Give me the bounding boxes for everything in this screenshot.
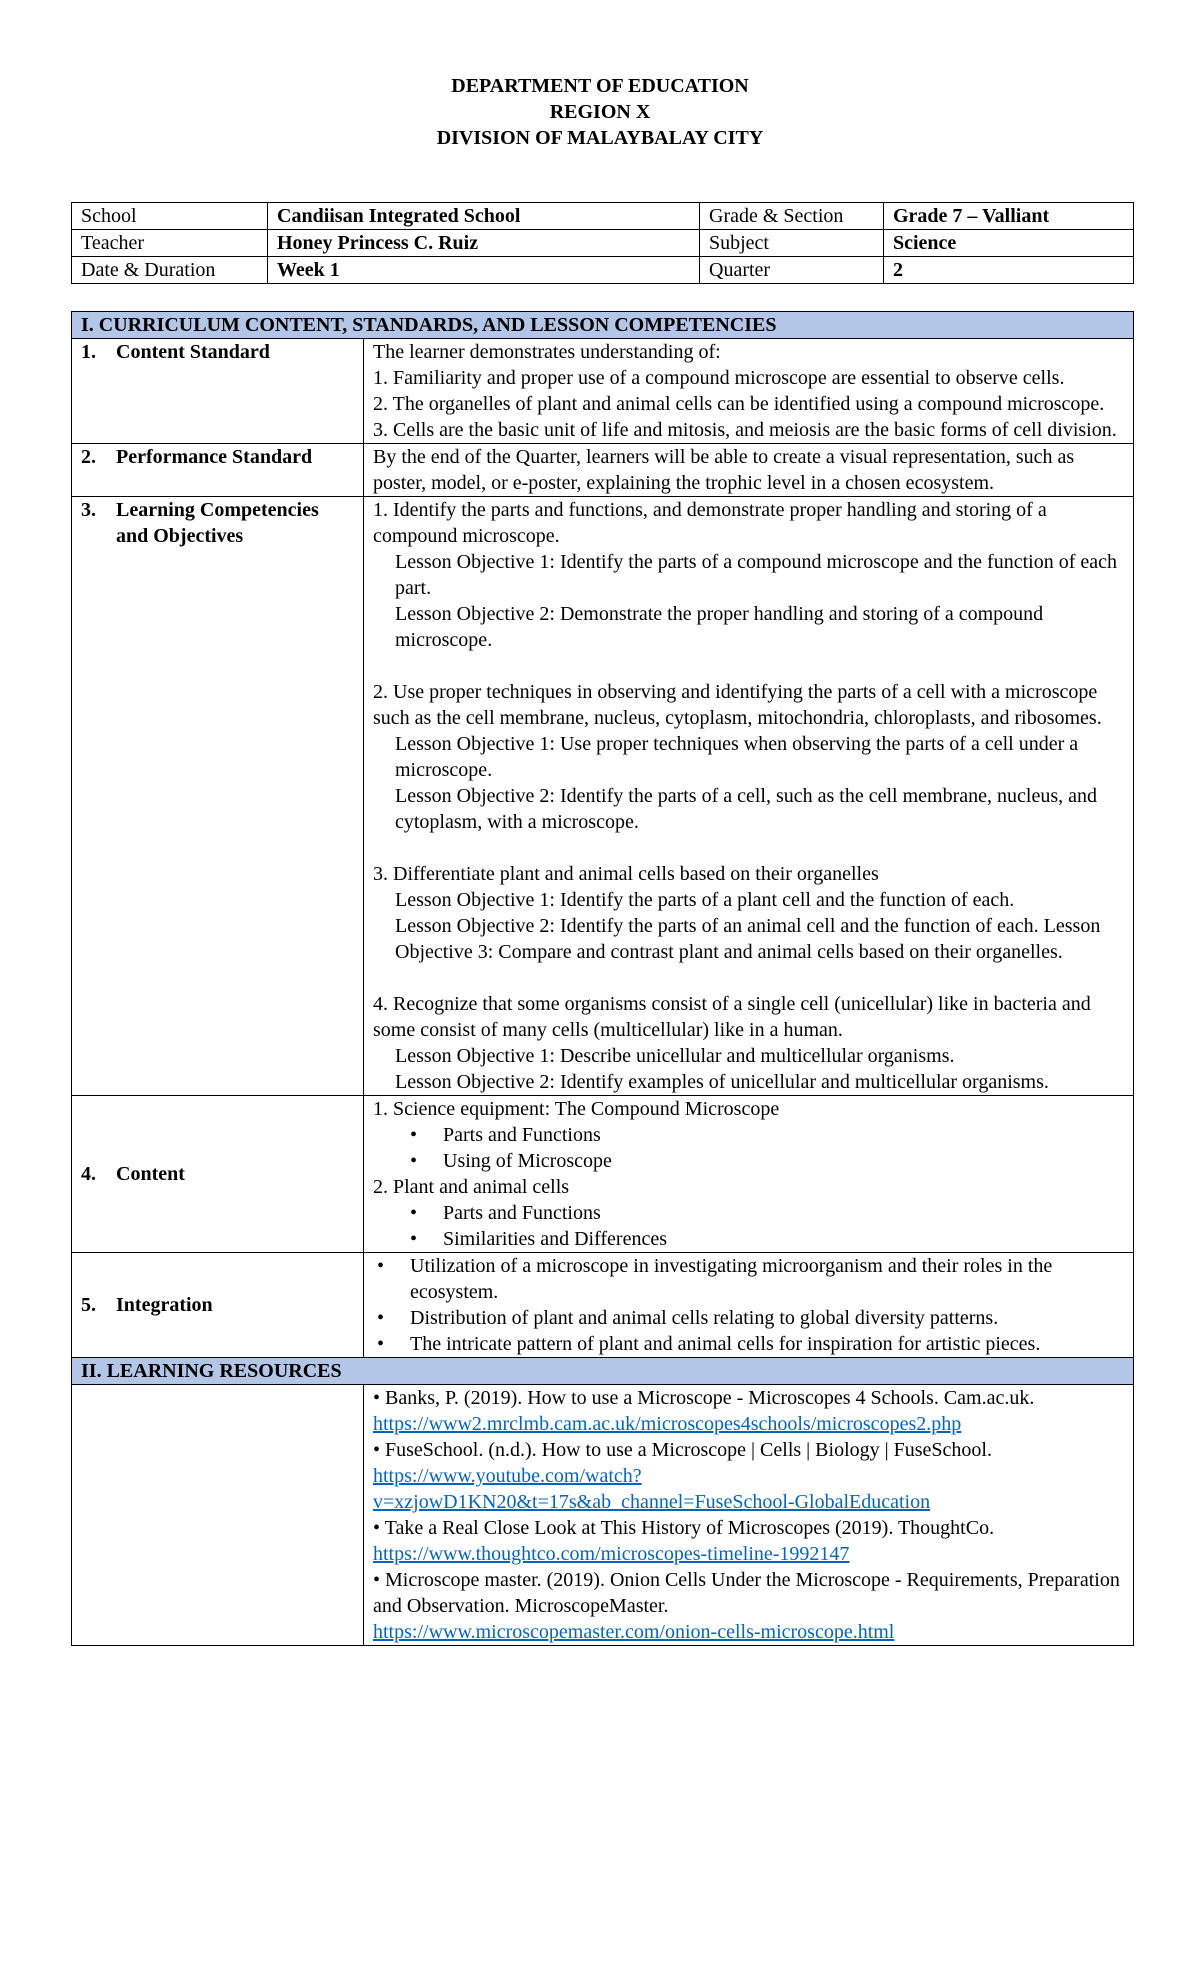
resource-3: • Take a Real Close Look at This History of Microscopes (2019). ThoughtCo. [373, 1517, 995, 1539]
section-2-header [72, 1358, 1134, 1385]
resource-3-link[interactable]: https://www.thoughtco.com/microscopes-timeline-1992147 [373, 1543, 850, 1565]
content-label: 4. Content [72, 1096, 364, 1253]
quarter-value: 2 [884, 257, 1134, 284]
section-1-title: I. CURRICULUM CONTENT, STANDARDS, AND LESSON COMPETENCIES [72, 312, 1134, 339]
performance-standard-row [72, 444, 1134, 497]
content-body: 1. Science equipment: The Compound Microscope • Parts and Functions • Using of Microscope 2. Plant and animal cells • Parts and Functions • Similarities and Differences [364, 1096, 1134, 1253]
list-item: • Parts and Functions [373, 1122, 1124, 1148]
date-value: Week 1 [268, 257, 700, 284]
grade-label: Grade & Section [700, 203, 884, 230]
objective: Lesson Objective 1: Use proper techniques when observing the parts of a cell under a microscope. [395, 733, 1079, 781]
competencies-label: 3. Learning Competencies and Objectives [72, 497, 364, 1096]
competency-3: 3. Differentiate plant and animal cells based on their organelles [373, 863, 879, 885]
resource-4-link[interactable]: https://www.microscopemaster.com/onion-cells-microscope.html [373, 1621, 895, 1643]
integration-label: 5. Integration [72, 1253, 364, 1358]
objective: Lesson Objective 2: Identify examples of unicellular and multicellular organisms. [395, 1071, 1049, 1093]
teacher-label: Teacher [72, 230, 268, 257]
section-1-header [72, 312, 1134, 339]
resource-1: • Banks, P. (2019). How to use a Microscope - Microscopes 4 Schools. Cam.ac.uk. [373, 1387, 1035, 1409]
competency-2: 2. Use proper techniques in observing and identifying the parts of a cell with a microscope such as the cell membrane, nucleus, cytoplasm, mitochondria, chloroplasts, and ribosomes. [373, 681, 1102, 729]
competencies-body [364, 497, 1134, 1096]
subject-label: Subject [700, 230, 884, 257]
content-row [72, 1096, 1134, 1253]
resources-label-cell [72, 1385, 364, 1646]
integration-body [364, 1253, 1134, 1358]
grade-value: Grade 7 – Valliant [884, 203, 1134, 230]
school-label: School [72, 203, 268, 230]
competency-4: 4. Recognize that some organisms consist of a single cell (unicellular) like in bacteria and some consist of many cells (multicellular) like in a human. [373, 993, 1091, 1041]
integration-row [72, 1253, 1134, 1358]
resources-row [72, 1385, 1134, 1646]
subject-value: Science [884, 230, 1134, 257]
list-item: • Using of Microscope [373, 1148, 1124, 1174]
competency-1: 1. Identify the parts and functions, and demonstrate proper handling and storing of a compound microscope. [373, 499, 1047, 547]
performance-standard-label: 2. Performance Standard [72, 444, 364, 497]
info-row-date [72, 257, 1134, 284]
resource-2-link-cont[interactable]: v=xzjowD1KN20&t=17s&ab_channel=FuseSchool-GlobalEducation [373, 1491, 931, 1513]
date-label: Date & Duration [72, 257, 268, 284]
list-item: • Utilization of a microscope in investigating microorganism and their roles in the ecosystem. [373, 1253, 1124, 1305]
list-item: • The intricate pattern of plant and animal cells for inspiration for artistic pieces. [373, 1331, 1124, 1357]
content-standard-body: The learner demonstrates understanding of: 1. Familiarity and proper use of a compound microscope are essential to observe cells. 2. The organelles of plant and animal cells can be identified using a compound microscope. 3. Cells are the basic unit of life and mitosis, and meiosis are the basic forms of cell division. [364, 339, 1134, 444]
document-header [0, 73, 1200, 151]
header-department: DEPARTMENT OF EDUCATION [451, 75, 749, 97]
school-value: Candiisan Integrated School [268, 203, 700, 230]
objective: Lesson Objective 2: Identify the parts of a cell, such as the cell membrane, nucleus, and cytoplasm, with a microscope. [395, 785, 1097, 833]
info-row-school [72, 203, 1134, 230]
objective: Lesson Objective 1: Describe unicellular and multicellular organisms. [395, 1045, 955, 1067]
objective: Lesson Objective 2: Identify the parts of an animal cell and the function of each. Lesson Objective 3: Compare and contrast plant and animal cells based on their organelles. [395, 915, 1101, 963]
section-2-title: II. LEARNING RESOURCES [72, 1358, 1134, 1385]
resource-2: • FuseSchool. (n.d.). How to use a Microscope | Cells | Biology | FuseSchool. [373, 1439, 992, 1461]
curriculum-table [71, 311, 1134, 1646]
resource-4: • Microscope master. (2019). Onion Cells Under the Microscope - Requirements, Preparation and Observation. MicroscopeMaster. [373, 1569, 1120, 1617]
info-table [71, 202, 1134, 284]
list-item: • Similarities and Differences [373, 1226, 1124, 1252]
resource-2-link[interactable]: https://www.youtube.com/watch? [373, 1465, 642, 1487]
objective: Lesson Objective 2: Demonstrate the proper handling and storing of a compound microscope. [395, 603, 1044, 651]
objective: Lesson Objective 1: Identify the parts of a plant cell and the function of each. [395, 889, 1015, 911]
teacher-value: Honey Princess C. Ruiz [268, 230, 700, 257]
resource-1-link[interactable]: https://www2.mrclmb.cam.ac.uk/microscopes4schools/microscopes2.php [373, 1413, 962, 1435]
competencies-row [72, 497, 1134, 1096]
objective: Lesson Objective 1: Identify the parts of a compound microscope and the function of each part. [395, 551, 1117, 599]
header-region: REGION X [549, 101, 651, 123]
resources-body [364, 1385, 1134, 1646]
list-item: • Parts and Functions [373, 1200, 1124, 1226]
info-row-teacher [72, 230, 1134, 257]
performance-standard-body: By the end of the Quarter, learners will be able to create a visual representation, such as poster, model, or e-poster, explaining the trophic level in a chosen ecosystem. [364, 444, 1134, 497]
list-item: • Distribution of plant and animal cells relating to global diversity patterns. [373, 1305, 1124, 1331]
content-standard-label: 1. Content Standard [72, 339, 364, 444]
header-division: DIVISION OF MALAYBALAY CITY [436, 127, 764, 149]
quarter-label: Quarter [700, 257, 884, 284]
content-standard-row [72, 339, 1134, 444]
